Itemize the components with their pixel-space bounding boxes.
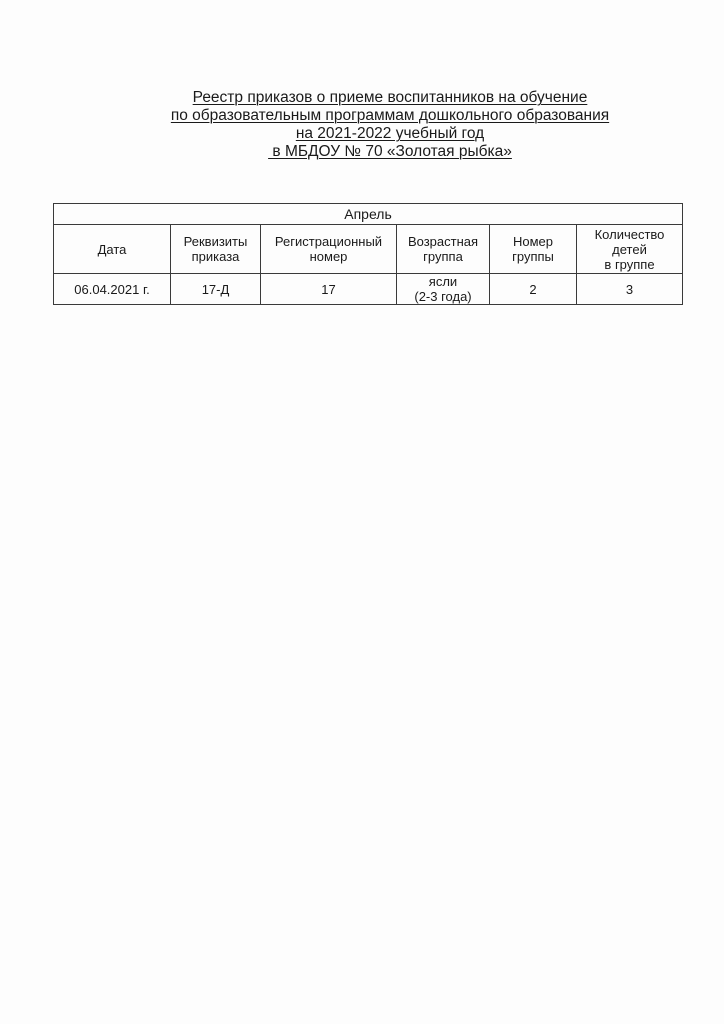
cell-date: 06.04.2021 г. xyxy=(54,274,171,305)
column-header-children-count: Количество детей в группе xyxy=(577,225,683,274)
column-header-order: Реквизиты приказа xyxy=(171,225,261,274)
title-line-4: в МБДОУ № 70 «Золотая рыбка» xyxy=(268,143,512,160)
cell-age-group: ясли (2-3 года) xyxy=(397,274,490,305)
month-row xyxy=(54,204,683,225)
header-row xyxy=(54,225,683,274)
column-header-age-group: Возрастная группа xyxy=(397,225,490,274)
register-table xyxy=(53,203,683,305)
title-line-2: по образовательным программам дошкольного образования xyxy=(170,107,610,124)
title-line-3: на 2021-2022 учебный год xyxy=(295,125,485,142)
column-header-date: Дата xyxy=(54,225,171,274)
document-title xyxy=(140,89,640,161)
column-header-reg-number: Регистрационный номер xyxy=(261,225,397,274)
table-row xyxy=(54,274,683,305)
cell-reg-number: 17 xyxy=(261,274,397,305)
title-line-1: Реестр приказов о приеме воспитанников на обучение xyxy=(192,89,588,106)
cell-group-number: 2 xyxy=(490,274,577,305)
month-header: Апрель xyxy=(54,204,683,225)
cell-children-count: 3 xyxy=(577,274,683,305)
cell-order: 17-Д xyxy=(171,274,261,305)
column-header-group-number: Номер группы xyxy=(490,225,577,274)
